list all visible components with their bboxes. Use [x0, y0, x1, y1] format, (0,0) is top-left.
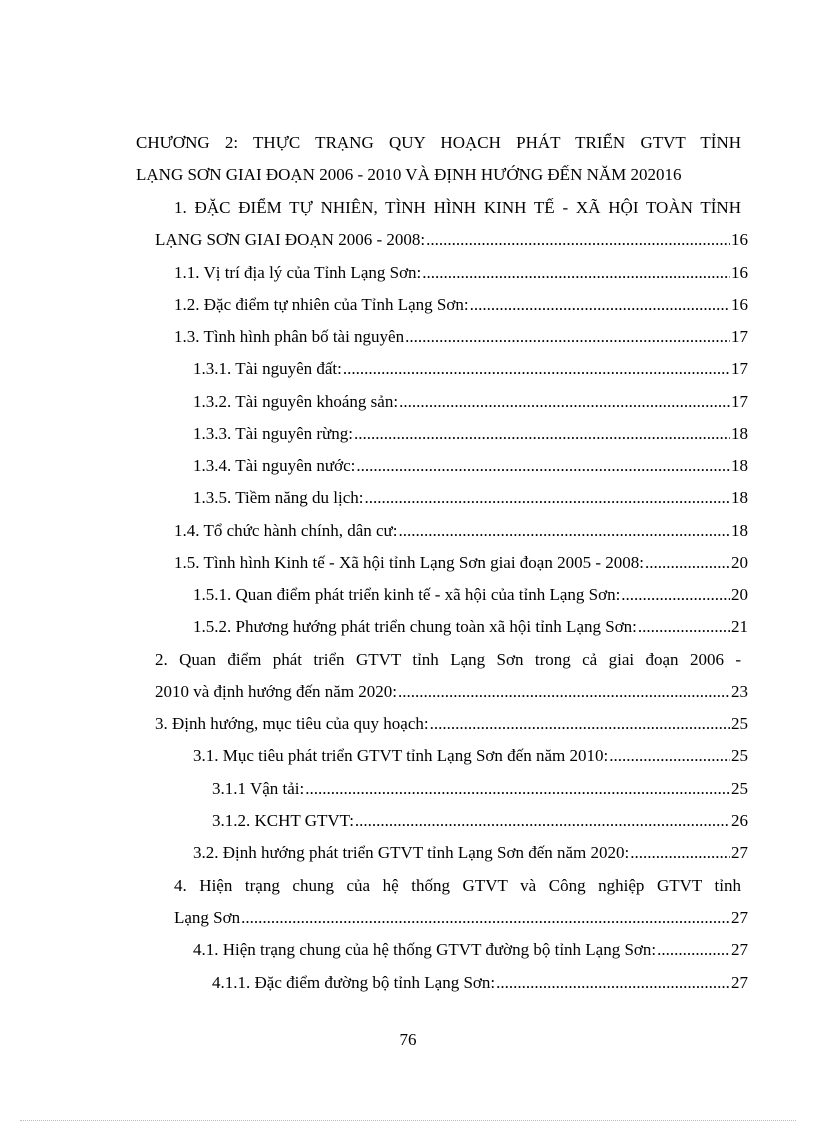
toc-entry-page: 18: [731, 424, 748, 443]
toc-entry-page: 17: [731, 392, 748, 411]
leader-dots: [430, 713, 730, 735]
leader-dots: [398, 681, 730, 703]
toc-entry-title: 3. Định hướng, mục tiêu của quy hoạch:: [155, 714, 429, 733]
toc-entry-title: 3.1.1 Vận tải:: [212, 779, 305, 798]
toc-entry-title: 1.3.5. Tiềm năng du lịch:: [193, 488, 364, 507]
toc-entry-page: 26: [731, 811, 748, 830]
toc-entry-title: 1.3.3. Tài nguyên rừng:: [193, 424, 353, 443]
leader-dots: [356, 455, 730, 477]
toc-entry-2-line1: 2. Quan điểm phát triển GTVT tỉnh Lạng Sơn trong cả giai đoạn 2006 -: [155, 650, 741, 669]
toc-entry-title: 2010 và định hướng đến năm 2020:: [155, 682, 398, 701]
toc-entry-4[interactable]: [174, 907, 748, 929]
leader-dots: [638, 616, 730, 638]
toc-entry-page: 27: [731, 973, 748, 992]
leader-dots: [470, 294, 730, 316]
toc-entry-2[interactable]: [155, 681, 748, 703]
leader-dots: [364, 487, 730, 509]
toc-entry-page: 18: [731, 456, 748, 475]
leader-dots: [343, 358, 730, 380]
toc-entry-title: 3.1. Mục tiêu phát triển GTVT tỉnh Lạng Sơn đến năm 2010:: [193, 746, 609, 765]
toc-entry-3-1-1[interactable]: [212, 778, 748, 800]
toc-entry-page: 23: [731, 682, 748, 701]
leader-dots: [609, 745, 730, 767]
toc-entry-page: 27: [731, 843, 748, 862]
leader-dots: [399, 391, 730, 413]
toc-entry-title: Lạng Sơn: [174, 908, 241, 927]
toc-entry-title: 1.3.4. Tài nguyên nước:: [193, 456, 356, 475]
chapter-title-text: LẠNG SƠN GIAI ĐOẠN 2006 - 2010 VÀ ĐỊNH HƯỚNG ĐẾN NĂM 2020: [136, 165, 665, 184]
toc-entry-title: 1.5.1. Quan điểm phát triển kinh tế - xã hội của tỉnh Lạng Sơn:: [193, 585, 621, 604]
toc-entry-1-1[interactable]: [174, 262, 748, 284]
leader-dots: [621, 584, 730, 606]
toc-entry-title: 1.2. Đặc điểm tự nhiên của Tỉnh Lạng Sơn:: [174, 295, 469, 314]
leader-dots: [241, 907, 730, 929]
toc-entry-1-3-3[interactable]: [193, 423, 748, 445]
toc-entry-1-line1: 1. ĐẶC ĐIỂM TỰ NHIÊN, TÌNH HÌNH KINH TẾ - XÃ HỘI TOÀN TỈNH: [174, 198, 741, 217]
toc-entry-1-3-1[interactable]: [193, 358, 748, 380]
toc-entry-1-5[interactable]: [174, 552, 748, 574]
toc-entry-3[interactable]: [155, 713, 748, 735]
toc-entry-1-5-1[interactable]: [193, 584, 748, 606]
toc-entry-page: 17: [731, 359, 748, 378]
toc-entry-1[interactable]: [155, 229, 748, 251]
toc-entry-1-3[interactable]: [174, 326, 748, 348]
toc-entry-1-2[interactable]: [174, 294, 748, 316]
toc-entry-title: 1.3. Tình hình phân bố tài nguyên: [174, 327, 405, 346]
leader-dots: [305, 778, 730, 800]
toc-entry-title: 1.3.1. Tài nguyên đất:: [193, 359, 342, 378]
toc-entry-title: 4.1.1. Đặc điểm đường bộ tỉnh Lạng Sơn:: [212, 973, 496, 992]
toc-entry-page: 27: [731, 940, 748, 959]
leader-dots: [630, 842, 730, 864]
leader-dots: [496, 972, 730, 994]
toc-entry-page: 16: [731, 263, 748, 282]
toc-entry-4-line1: 4. Hiện trạng chung của hệ thống GTVT và Công nghiệp GTVT tỉnh: [174, 876, 741, 895]
chapter-title-line2: [136, 164, 756, 186]
chapter-title-page: 16: [664, 165, 682, 184]
toc-entry-1-5-2[interactable]: [193, 616, 748, 638]
toc-entry-4-1-1[interactable]: [212, 972, 748, 994]
leader-dots: [657, 939, 730, 961]
toc-entry-1-4[interactable]: [174, 520, 748, 542]
toc-entry-3-1[interactable]: [193, 745, 748, 767]
toc-entry-page: 16: [731, 295, 748, 314]
leader-dots: [355, 810, 730, 832]
toc-entry-title: 3.2. Định hướng phát triển GTVT tỉnh Lạng Sơn đến năm 2020:: [193, 843, 630, 862]
toc-entry-page: 25: [731, 746, 748, 765]
toc-entry-title: 1.4. Tổ chức hành chính, dân cư:: [174, 521, 398, 540]
leader-dots: [645, 552, 730, 574]
toc-entry-page: 18: [731, 488, 748, 507]
toc-entry-page: 21: [731, 617, 748, 636]
toc-entry-title: 1.1. Vị trí địa lý của Tỉnh Lạng Sơn:: [174, 263, 422, 282]
leader-dots: [422, 262, 730, 284]
toc-entry-page: 20: [731, 553, 748, 572]
toc-entry-page: 17: [731, 327, 748, 346]
toc-entry-1-3-4[interactable]: [193, 455, 748, 477]
toc-entry-page: 25: [731, 714, 748, 733]
toc-entry-3-2[interactable]: [193, 842, 748, 864]
leader-dots: [398, 520, 730, 542]
leader-dots: [426, 229, 730, 251]
toc-entry-title: 1.3.2. Tài nguyên khoáng sản:: [193, 392, 399, 411]
toc-entry-page: 25: [731, 779, 748, 798]
page-bottom-divider: [20, 1120, 796, 1121]
page-number: 76: [399, 1030, 417, 1049]
chapter-title-line1: CHƯƠNG 2: THỰC TRẠNG QUY HOẠCH PHÁT TRIỂN GTVT TỈNH: [136, 133, 741, 152]
toc-entry-title: 3.1.2. KCHT GTVT:: [212, 811, 354, 830]
toc-entry-3-1-2[interactable]: [212, 810, 748, 832]
toc-entry-title: LẠNG SƠN GIAI ĐOẠN 2006 - 2008:: [155, 230, 426, 249]
toc-entry-title: 1.5. Tình hình Kinh tế - Xã hội tỉnh Lạng Sơn giai đoạn 2005 - 2008:: [174, 553, 644, 572]
toc-entry-page: 20: [731, 585, 748, 604]
toc-entry-1-3-2[interactable]: [193, 391, 748, 413]
leader-dots: [354, 423, 730, 445]
toc-entry-page: 18: [731, 521, 748, 540]
toc-entry-page: 27: [731, 908, 748, 927]
toc-entry-4-1[interactable]: [193, 939, 748, 961]
toc-entry-title: 1.5.2. Phương hướng phát triển chung toàn xã hội tỉnh Lạng Sơn:: [193, 617, 637, 636]
toc-entry-page: 16: [731, 230, 748, 249]
toc-entry-1-3-5[interactable]: [193, 487, 748, 509]
leader-dots: [405, 326, 730, 348]
toc-entry-title: 4.1. Hiện trạng chung của hệ thống GTVT đường bộ tỉnh Lạng Sơn:: [193, 940, 657, 959]
